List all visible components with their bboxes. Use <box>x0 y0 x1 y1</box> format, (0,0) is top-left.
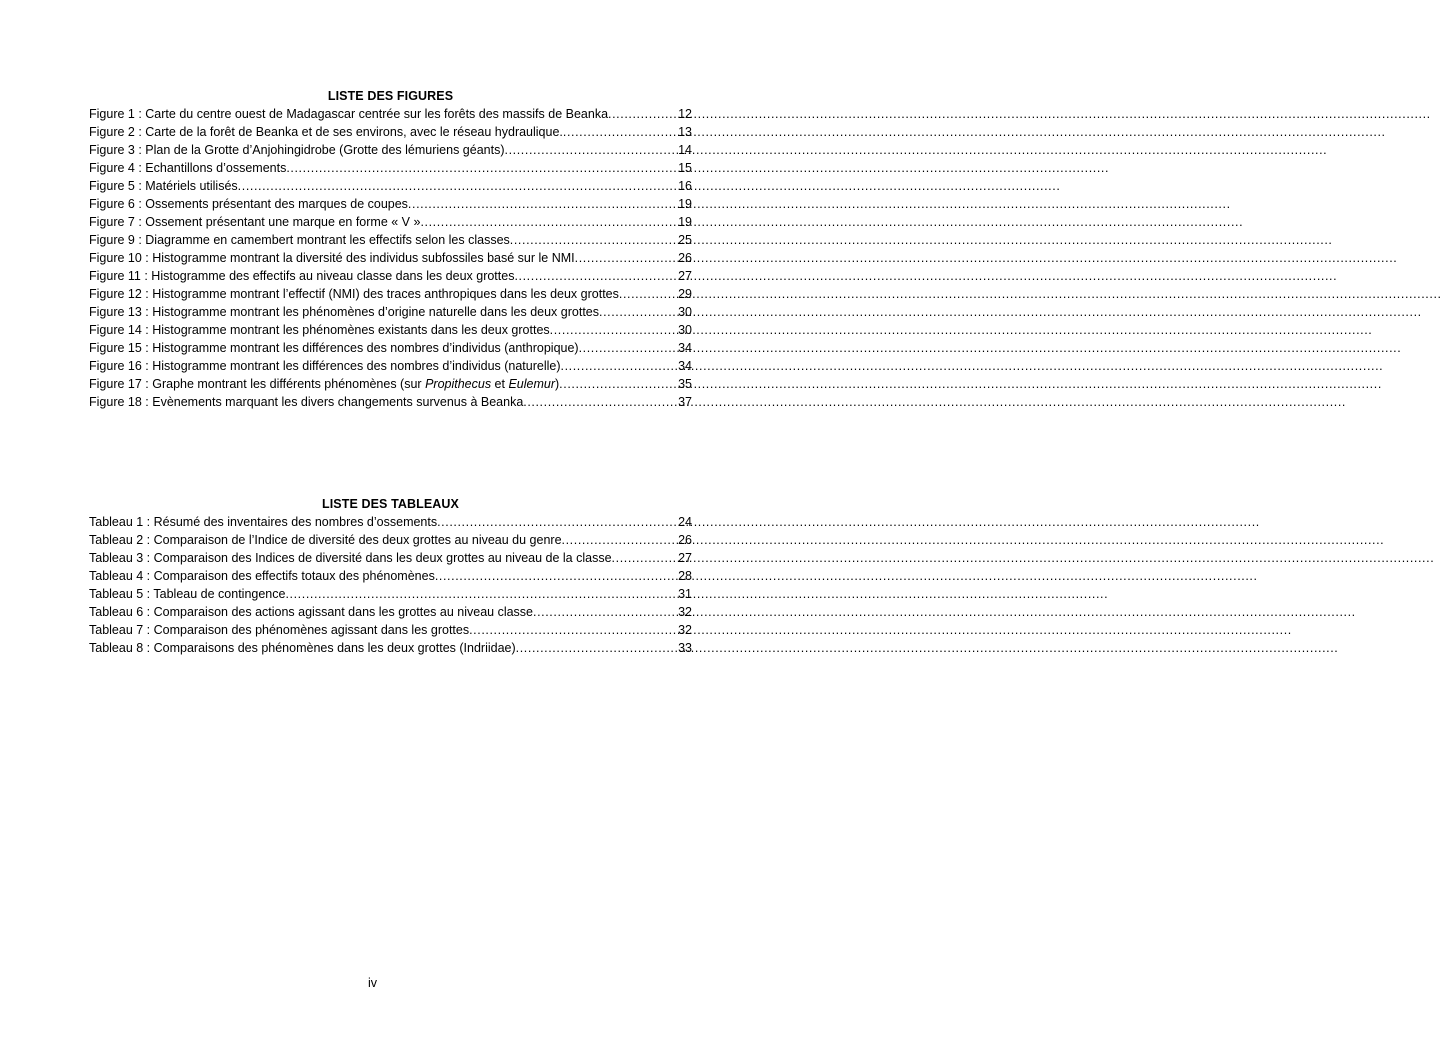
figure-label: Figure 4 : Echantillons d’ossements <box>89 161 287 175</box>
dot-leader <box>437 513 678 531</box>
table-label: Tableau 3 : Comparaison des Indices de diversité dans les deux grottes au niveau de la classe <box>89 551 612 565</box>
figure-label: Figure 14 : Histogramme montrant les phénomènes existants dans les deux grottes <box>89 323 550 337</box>
table-label: Tableau 7 : Comparaison des phénomènes agissant dans les grottes <box>89 623 470 637</box>
figure-page: 19 <box>678 197 692 211</box>
dot-leader <box>562 531 679 549</box>
figure-page: 25 <box>678 233 692 247</box>
figure-entry[interactable] <box>89 141 692 159</box>
table-page: 24 <box>678 515 692 529</box>
dot-leader <box>559 375 678 393</box>
figure-label <box>89 375 559 393</box>
figure-page: 29 <box>678 287 692 301</box>
table-page: 32 <box>678 623 692 637</box>
figure-label: Figure 12 : Histogramme montrant l’effectif (NMI) des traces anthropiques dans les deux grottes <box>89 287 619 301</box>
list-of-tables <box>89 496 692 657</box>
figure-entry[interactable] <box>89 105 692 123</box>
table-label: Tableau 5 : Tableau de contingence <box>89 587 286 601</box>
figure-entry[interactable] <box>89 231 692 249</box>
figure-entry[interactable] <box>89 123 692 141</box>
table-label: Tableau 4 : Comparaison des effectifs totaux des phénomènes <box>89 569 435 583</box>
figure-page: 27 <box>678 269 692 283</box>
figure-entry[interactable] <box>89 249 692 267</box>
figure-page: 34 <box>678 341 692 355</box>
figure-label: Figure 18 : Evènements marquant les divers changements survenus à Beanka <box>89 395 524 409</box>
figure-page: 14 <box>678 143 692 157</box>
tables-heading: LISTE DES TABLEAUX <box>322 497 459 511</box>
table-label: Tableau 2 : Comparaison de l’Indice de diversité des deux grottes au niveau du genre <box>89 533 562 547</box>
figure-entry[interactable] <box>89 177 692 195</box>
table-label: Tableau 8 : Comparaisons des phénomènes dans les deux grottes (Indriidae) <box>89 641 516 655</box>
figure-page: 13 <box>678 125 692 139</box>
figure-label: Figure 10 : Histogramme montrant la diversité des individus subfossiles basé sur le NMI <box>89 251 575 265</box>
figure-label: Figure 3 : Plan de la Grotte d’Anjohingidrobe (Grotte des lémuriens géants) <box>89 143 505 157</box>
figure-label: Figure 16 : Histogramme montrant les différences des nombres d’individus (naturelle) <box>89 359 561 373</box>
figure-page: 30 <box>678 305 692 319</box>
page-number: iv <box>367 976 378 990</box>
dot-leader <box>514 267 678 285</box>
table-entry[interactable] <box>89 513 692 531</box>
genus-eulemur: Eulemur <box>508 377 555 391</box>
dot-leader <box>599 303 678 321</box>
dot-leader <box>608 105 678 123</box>
figure-label: Figure 11 : Histogramme des effectifs au niveau classe dans les deux grottes <box>89 269 515 283</box>
table-entry[interactable] <box>89 585 692 603</box>
list-of-figures <box>89 88 692 411</box>
figure-page: 19 <box>678 215 692 229</box>
figure-label-text: ) <box>555 377 560 391</box>
figure-label: Figure 7 : Ossement présentant une marque en forme « V » <box>89 215 421 229</box>
figures-heading: LISTE DES FIGURES <box>327 89 454 103</box>
table-entry[interactable] <box>89 639 692 657</box>
dot-leader <box>579 339 679 357</box>
figure-page: 26 <box>678 251 692 265</box>
table-entry[interactable] <box>89 603 692 621</box>
figure-entry[interactable] <box>89 339 692 357</box>
dot-leader <box>238 177 678 195</box>
figure-label: Figure 15 : Histogramme montrant les différences des nombres d’individus (anthropique) <box>89 341 579 355</box>
figure-page: 37 <box>678 395 692 409</box>
table-entry[interactable] <box>89 531 692 549</box>
dot-leader <box>408 195 678 213</box>
dot-leader <box>516 639 678 657</box>
dot-leader <box>469 621 678 639</box>
dot-leader <box>435 567 678 585</box>
figure-label-text: Figure 17 : Graphe montrant les différents phénomènes (sur <box>89 377 426 391</box>
dot-leader <box>575 249 678 267</box>
figure-label-text: et <box>491 377 509 391</box>
figure-page: 35 <box>678 377 692 391</box>
figure-page: 16 <box>678 179 692 193</box>
dot-leader <box>612 549 679 567</box>
figure-label: Figure 9 : Diagramme en camembert montrant les effectifs selon les classes <box>89 233 510 247</box>
dot-leader <box>285 585 678 603</box>
figure-label: Figure 1 : Carte du centre ouest de Madagascar centrée sur les forêts des massifs de Beanka <box>89 107 609 121</box>
table-page: 27 <box>678 551 692 565</box>
figure-entry[interactable] <box>89 285 692 303</box>
table-page: 28 <box>678 569 692 583</box>
figure-entry[interactable] <box>89 195 692 213</box>
figure-page: 15 <box>678 161 692 175</box>
figure-entry[interactable] <box>89 267 692 285</box>
genus-propithecus: Propithecus <box>425 377 492 391</box>
dot-leader <box>420 213 678 231</box>
dot-leader <box>510 231 678 249</box>
table-page: 31 <box>678 587 692 601</box>
figure-entry[interactable] <box>89 213 692 231</box>
figure-label: Figure 13 : Histogramme montrant les phénomènes d’origine naturelle dans les deux grottes <box>89 305 599 319</box>
table-entry[interactable] <box>89 549 692 567</box>
figure-entry[interactable] <box>89 375 692 393</box>
figure-page: 12 <box>678 107 692 121</box>
dot-leader <box>533 603 678 621</box>
dot-leader <box>550 321 678 339</box>
table-page: 32 <box>678 605 692 619</box>
table-label: Tableau 1 : Résumé des inventaires des nombres d’ossements <box>89 515 438 529</box>
figure-label: Figure 5 : Matériels utilisés <box>89 179 238 193</box>
figure-label: Figure 6 : Ossements présentant des marques de coupes <box>89 197 408 211</box>
table-page: 26 <box>678 533 692 547</box>
table-entry[interactable] <box>89 567 692 585</box>
dot-leader <box>563 123 678 141</box>
dot-leader <box>286 159 678 177</box>
dot-leader <box>523 393 678 411</box>
figure-entry[interactable] <box>89 159 692 177</box>
figure-entry[interactable] <box>89 357 692 375</box>
figure-entry[interactable] <box>89 303 692 321</box>
figure-label: Figure 2 : Carte de la forêt de Beanka et de ses environs, avec le réseau hydraulique. <box>89 125 563 139</box>
table-entry[interactable] <box>89 621 692 639</box>
figure-entry[interactable] <box>89 321 692 339</box>
table-page: 33 <box>678 641 692 655</box>
figure-page: 30 <box>678 323 692 337</box>
dot-leader <box>619 285 678 303</box>
dot-leader <box>505 141 679 159</box>
dot-leader <box>561 357 679 375</box>
table-label: Tableau 6 : Comparaison des actions agissant dans les grottes au niveau classe <box>89 605 534 619</box>
figure-entry[interactable] <box>89 393 692 411</box>
figure-page: 34 <box>678 359 692 373</box>
